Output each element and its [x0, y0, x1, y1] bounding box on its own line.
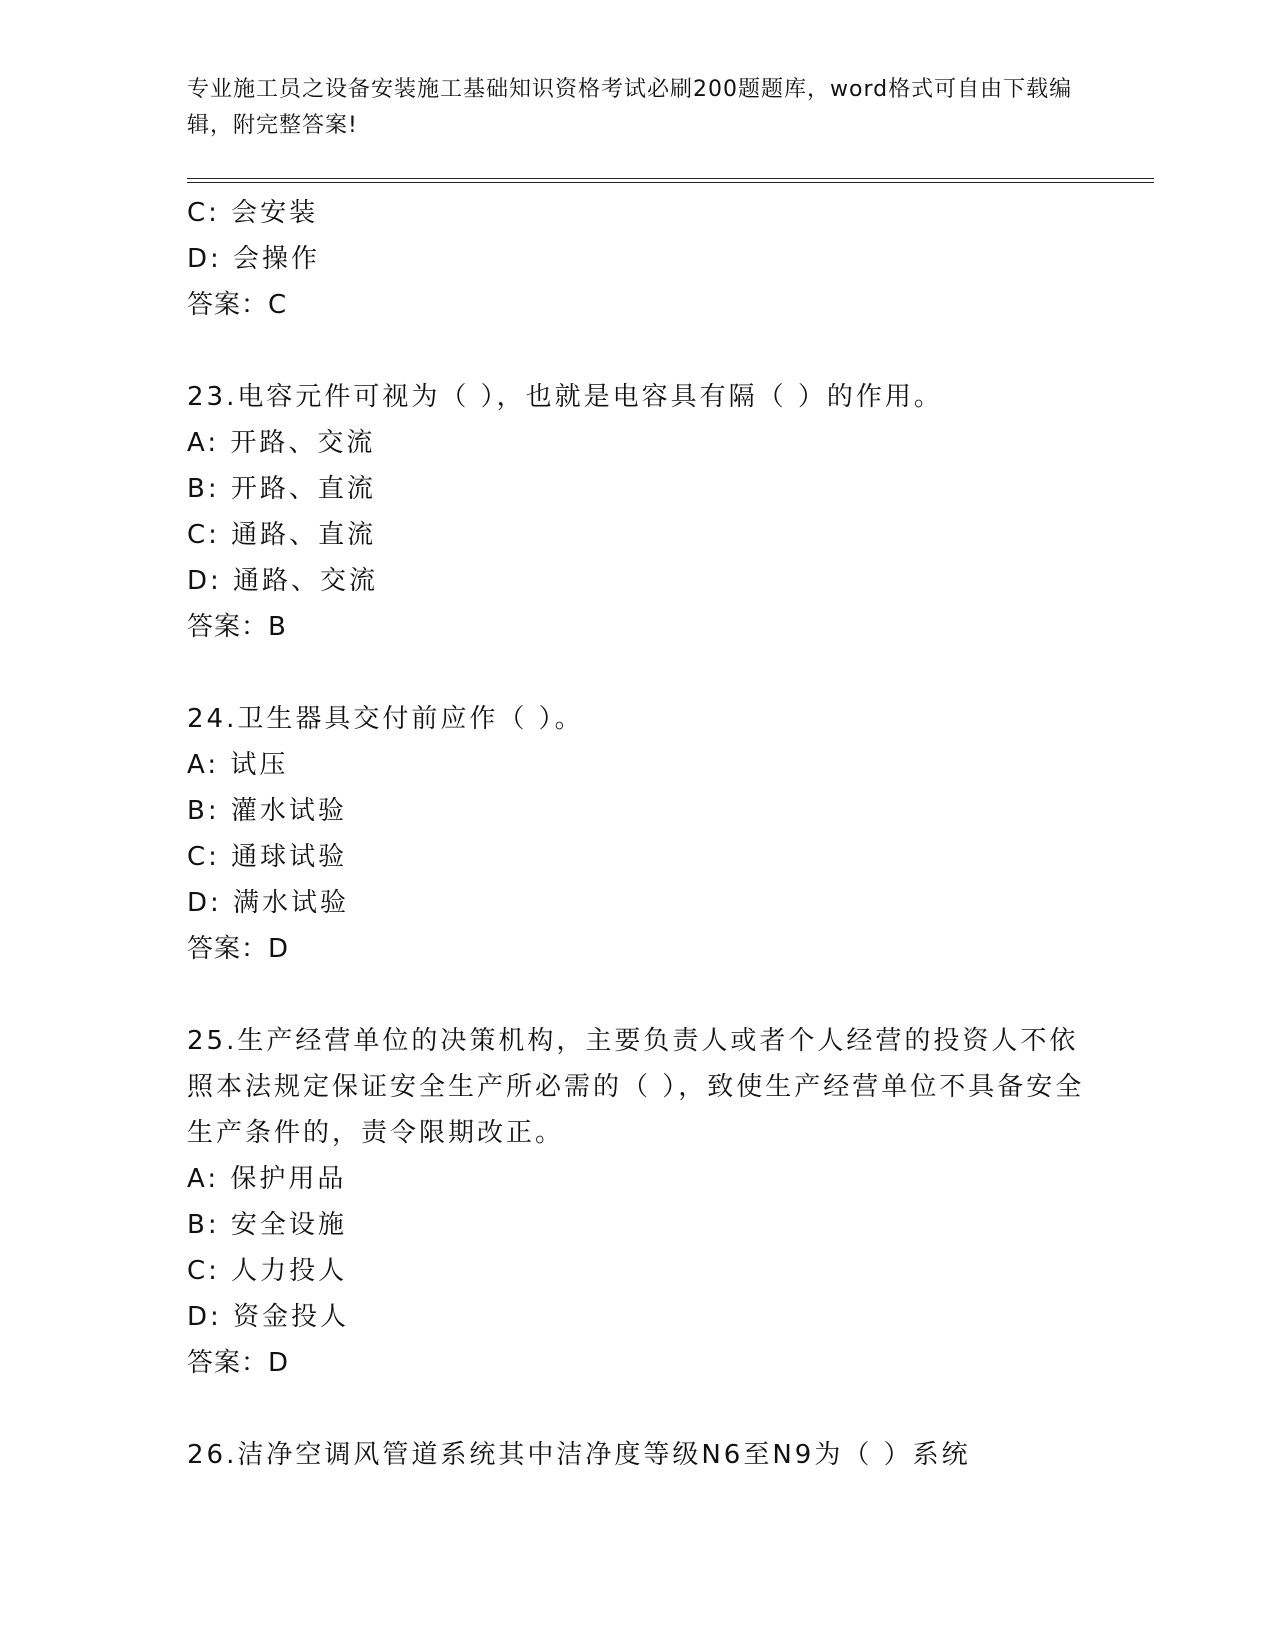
option-b: B: 开路、直流: [187, 474, 376, 504]
answer-line: 答案：B: [187, 612, 287, 642]
question-24: [187, 696, 1087, 972]
question-list: [187, 190, 1087, 1478]
option-a: A: 试压: [187, 750, 289, 780]
document-title: 专业施工员之设备安装施工基础知识资格考试必刷200题题库，word格式可自由下载编辑，附完整答案!: [187, 77, 1073, 138]
option-d: D: 通路、交流: [187, 566, 379, 596]
option-b: B: 安全设施: [187, 1210, 347, 1240]
question-25: [187, 1018, 1087, 1386]
partial-question-block: [187, 190, 1087, 328]
option-a: A: 开路、交流: [187, 428, 376, 458]
answer-line: 答案：C: [187, 290, 288, 320]
option-a: A: 保护用品: [187, 1164, 347, 1194]
question-stem: 24.卫生器具交付前应作（ ）。: [187, 704, 584, 734]
header-divider: [187, 178, 1154, 183]
option-c: C: 通球试验: [187, 842, 348, 872]
option-d: D: 会操作: [187, 244, 321, 274]
option-c: C: 会安装: [187, 198, 319, 228]
answer-line: 答案：D: [187, 1348, 290, 1378]
option-c: C: 人力投人: [187, 1256, 348, 1286]
page-header: [187, 72, 1087, 144]
question-23: [187, 374, 1087, 650]
option-c: C: 通路、直流: [187, 520, 377, 550]
option-b: B: 灌水试验: [187, 796, 347, 826]
option-d: D: 资金投人: [187, 1302, 350, 1332]
question-stem: 23.电容元件可视为（ ），也就是电容具有隔（ ）的作用。: [187, 382, 943, 412]
option-d: D: 满水试验: [187, 888, 350, 918]
question-26: [187, 1432, 1087, 1478]
answer-line: 答案：D: [187, 934, 290, 964]
question-stem: 26.洁净空调风管道系统其中洁净度等级N6至N9为（ ）系统: [187, 1440, 971, 1470]
question-stem: 25.生产经营单位的决策机构，主要负责人或者个人经营的投资人不依照本法规定保证安全生产所必需的（ ），致使生产经营单位不具备安全生产条件的，责令限期改正。: [187, 1026, 1085, 1148]
